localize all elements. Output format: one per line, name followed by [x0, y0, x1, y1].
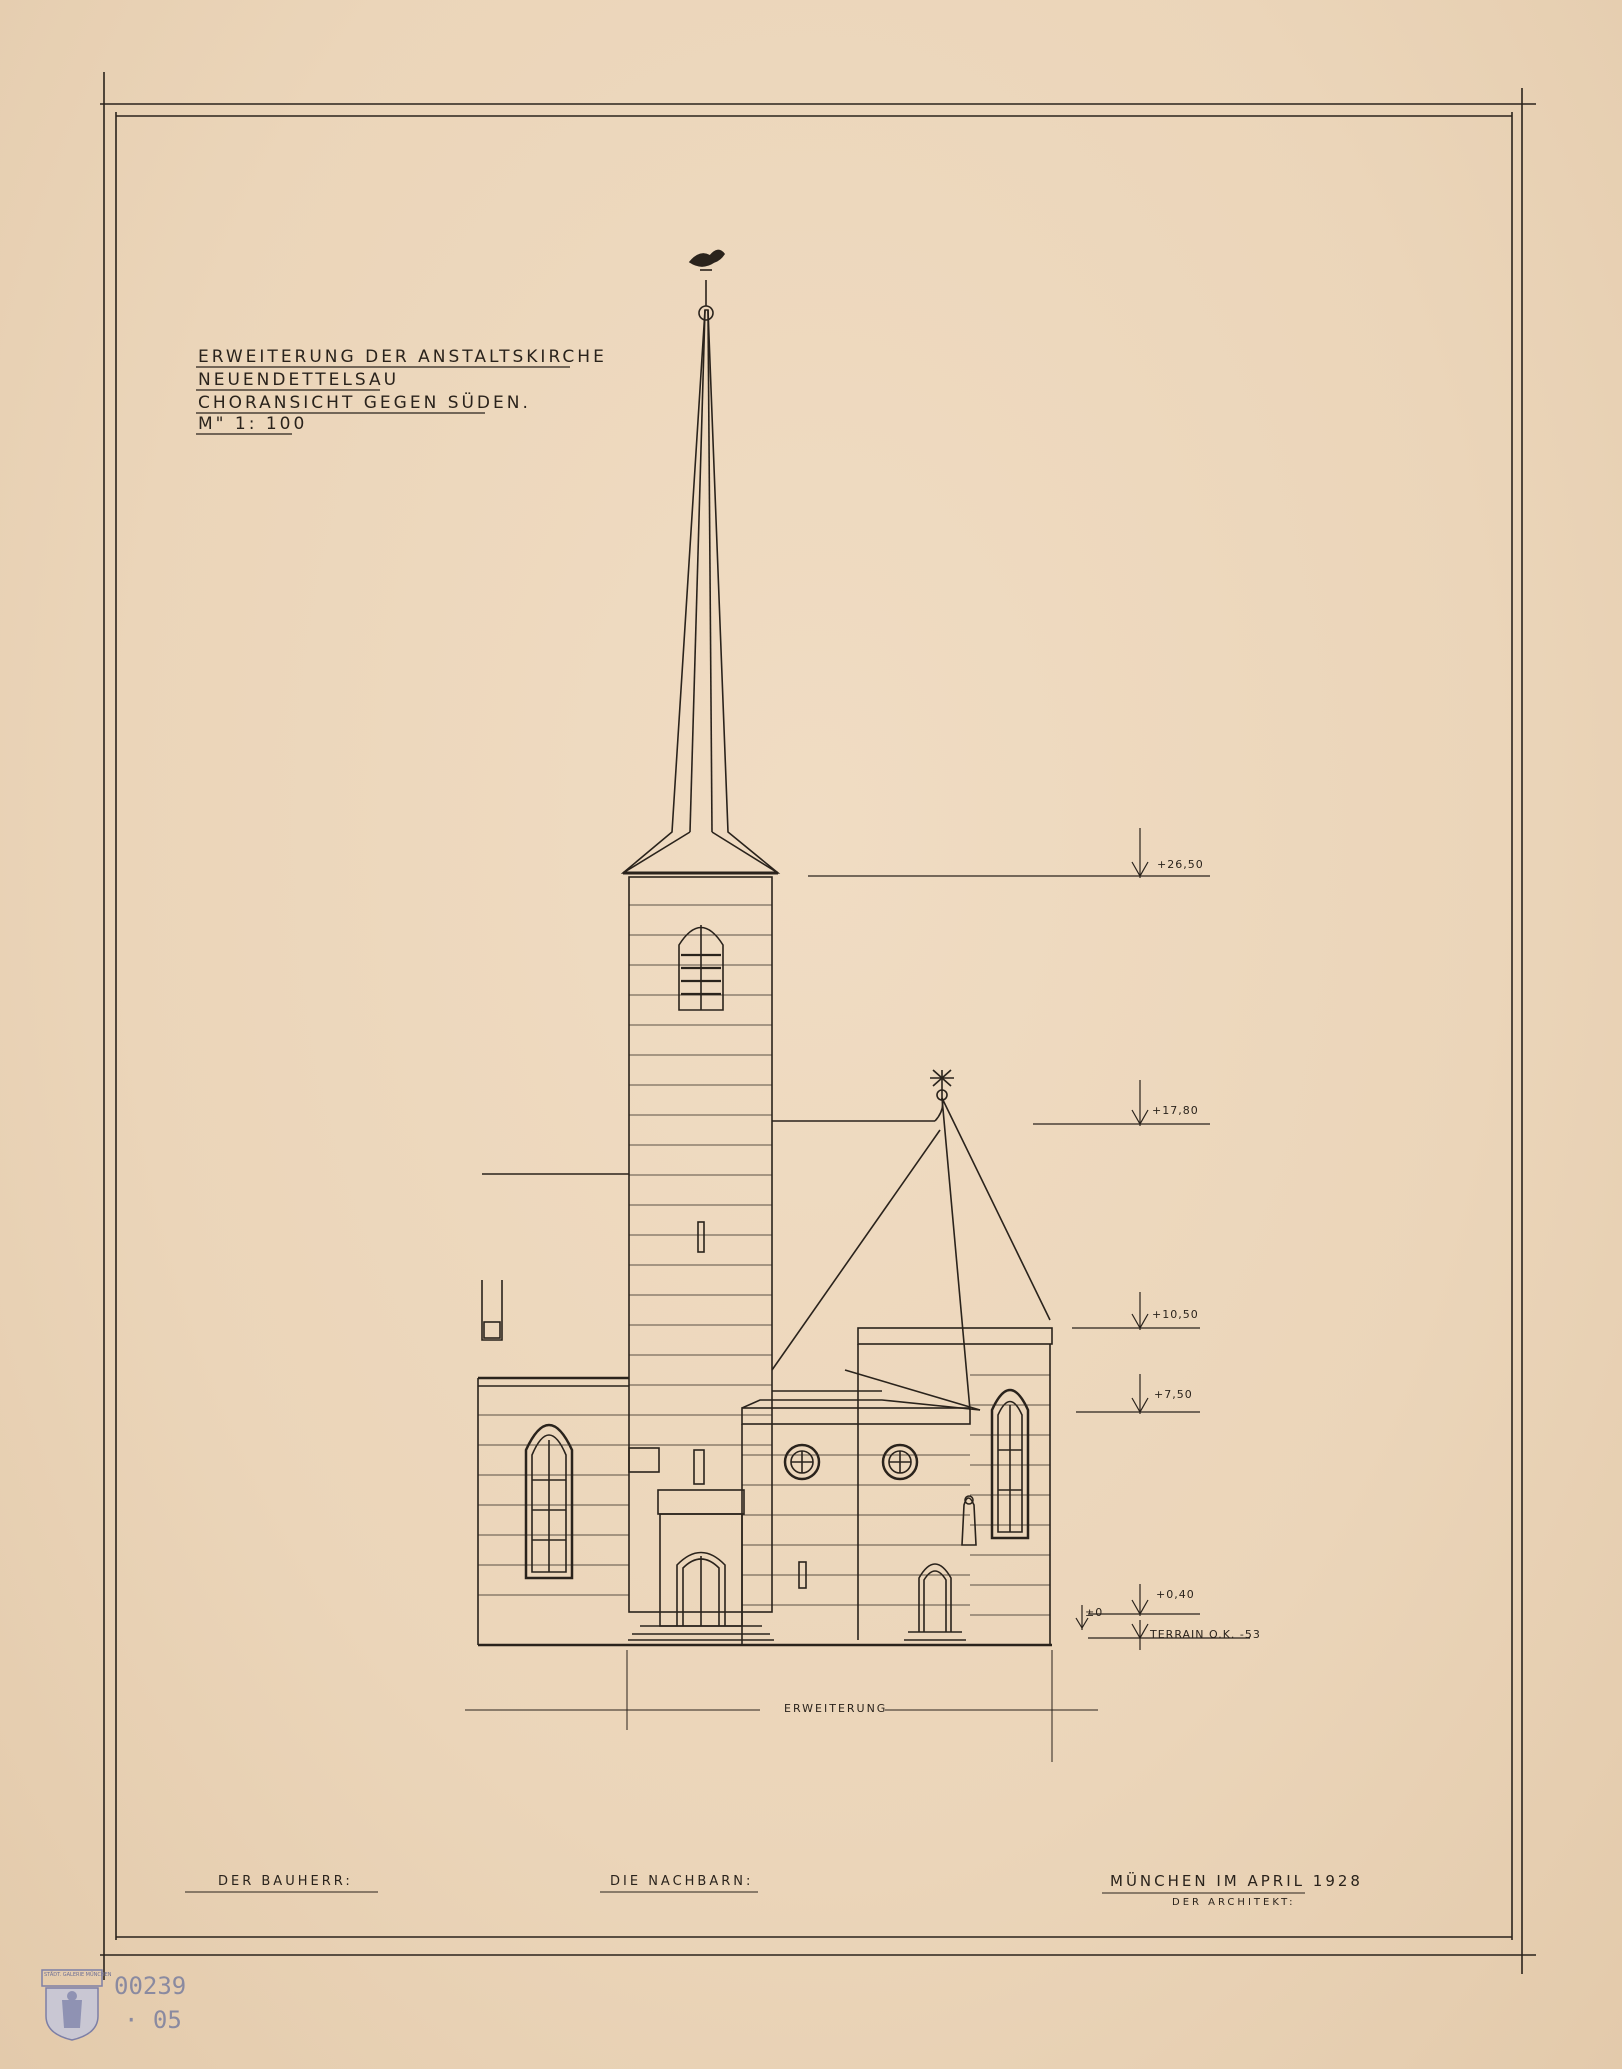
elevation-label-4: +7,50 — [1154, 1388, 1193, 1401]
drawing-view: CHORANSICHT GEGEN SÜDEN. — [198, 393, 531, 413]
drawing-location: NEUENDETTELSAU — [198, 370, 400, 390]
choir — [742, 1328, 1052, 1645]
drawing-title: ERWEITERUNG DER ANSTALTSKIRCHE — [198, 347, 607, 367]
choir-roof — [742, 1070, 1050, 1410]
elevation-label-5: +0,40 — [1156, 1588, 1195, 1601]
terrain-label: TERRAIN O.K. -53 — [1150, 1628, 1261, 1641]
archive-stamp-text: STÄDT. GALERIE MÜNCHEN — [44, 1972, 112, 1978]
elevation-label-zero: ±0 — [1085, 1606, 1104, 1619]
drawing-scale: M" 1: 100 — [198, 414, 308, 434]
tower — [629, 877, 772, 1612]
place-date-label: MÜNCHEN IM APRIL 1928 — [1110, 1872, 1363, 1890]
elevation-label-3: +10,50 — [1152, 1308, 1199, 1321]
neighbours-signature-label: DIE NACHBARN: — [610, 1874, 754, 1889]
porch — [628, 1490, 774, 1640]
archive-number-top: 00239 — [114, 1972, 187, 2000]
elevation-label-1: +26,50 — [1157, 858, 1204, 871]
tower-spire — [623, 250, 778, 873]
extension-label: ERWEITERUNG — [784, 1702, 888, 1715]
signature-lines — [185, 1892, 1305, 1893]
archive-number-bottom: · 05 — [124, 2006, 182, 2034]
elevation-label-2: +17,80 — [1152, 1104, 1199, 1117]
nave-left — [478, 1174, 629, 1645]
architect-signature-label: DER ARCHITEKT: — [1172, 1897, 1296, 1908]
archive-stamp-icon — [40, 1968, 104, 2042]
client-signature-label: DER BAUHERR: — [218, 1874, 353, 1889]
extension-dimension — [465, 1650, 1098, 1762]
